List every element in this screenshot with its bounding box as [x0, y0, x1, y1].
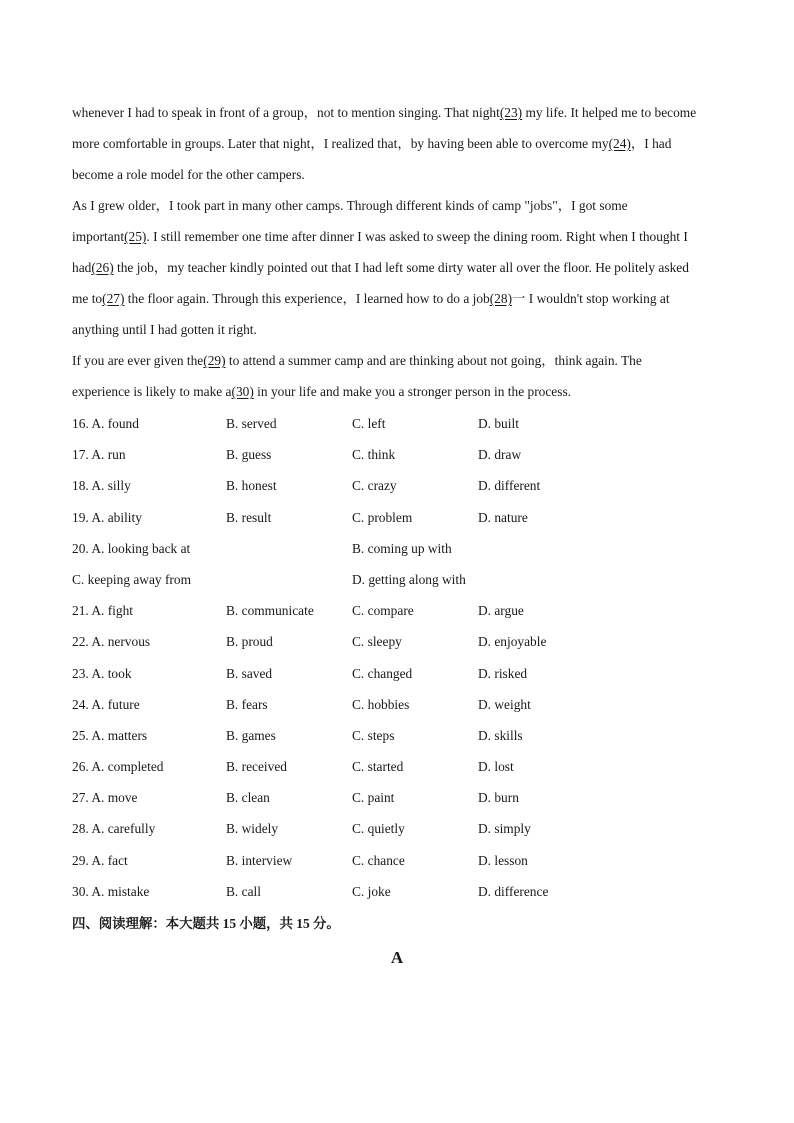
option-c: D. getting along with: [352, 571, 466, 587]
option-row: [72, 784, 732, 815]
option-row: [72, 597, 732, 628]
passage-line: [72, 379, 732, 410]
option-row: [72, 753, 732, 784]
option-b: B. communicate: [226, 603, 314, 619]
option-a: 16. A. found: [72, 416, 139, 431]
passage-text: the job，my teacher kindly pointed out that I had left some dirty water all over the floor. He politely asked: [113, 260, 689, 275]
option-d: D. lost: [478, 759, 514, 775]
passage-text: my life. It helped me to become: [522, 105, 697, 120]
option-b: B. proud: [226, 634, 273, 650]
option-d: D. draw: [478, 447, 522, 463]
option-row: [72, 691, 732, 722]
blank-number: (24): [608, 136, 631, 151]
option-row: [72, 410, 732, 441]
option-a: 21. A. fight: [72, 603, 134, 619]
option-d: D. lesson: [478, 852, 528, 868]
blank-number: (26): [91, 260, 114, 275]
passage-text: . I still remember one time after dinner I was asked to sweep the dining room. Right when I thought I: [146, 229, 688, 244]
option-c: C. steps: [352, 727, 395, 743]
option-row: [72, 504, 732, 535]
option-a: 28. A. carefully: [72, 821, 156, 837]
option-b: B. interview: [226, 852, 293, 868]
passage-text: If you are ever given the: [72, 353, 204, 368]
option-d: D. built: [478, 416, 519, 431]
passage-text: more comfortable in groups. Later that night，I realized that，by having been able to overcome my: [72, 136, 609, 151]
option-c: C. paint: [352, 790, 395, 806]
option-d: D. different: [478, 478, 541, 494]
option-a: 19. A. ability: [72, 509, 142, 525]
option-c: C. chance: [352, 852, 405, 868]
passage-text: anything until I had gotten it right.: [72, 322, 257, 337]
option-b: B. clean: [226, 790, 270, 806]
passage-text: the floor again. Through this experience，I learned how to do a job: [124, 291, 490, 306]
option-row: [72, 566, 732, 597]
option-a: 17. A. run: [72, 447, 126, 463]
blank-number: (23): [499, 105, 523, 120]
option-d: D. skills: [478, 727, 523, 743]
option-b: B. widely: [226, 821, 279, 837]
part-heading: A: [390, 948, 404, 967]
option-a: 25. A. matters: [72, 727, 148, 743]
option-row: [72, 847, 732, 878]
option-c: C. changed: [352, 665, 413, 681]
option-row: [72, 878, 732, 909]
option-d: D. weight: [478, 696, 531, 712]
option-d: D. difference: [478, 883, 549, 899]
passage-line: [72, 100, 732, 131]
option-d: D. burn: [478, 790, 519, 806]
passage-text: important: [72, 229, 125, 244]
option-a: 22. A. nervous: [72, 634, 151, 650]
option-row: [72, 535, 732, 566]
passage-line: [72, 224, 732, 255]
option-b: B. guess: [226, 447, 272, 463]
option-a: 24. A. future: [72, 696, 140, 712]
option-a: 30. A. mistake: [72, 883, 150, 899]
passage-line: [72, 131, 732, 162]
option-c: C. problem: [352, 509, 413, 525]
blank-number: (28): [489, 291, 513, 306]
option-a: 29. A. fact: [72, 852, 128, 868]
option-c: C. left: [352, 416, 386, 431]
option-row: [72, 441, 732, 472]
option-d: D. simply: [478, 821, 531, 837]
passage-line: [72, 193, 732, 224]
option-row: [72, 472, 732, 503]
option-row: [72, 660, 732, 691]
passage-line: [72, 162, 732, 193]
option-c: B. coming up with: [352, 540, 452, 556]
option-b: B. honest: [226, 478, 277, 494]
option-c: C. joke: [352, 883, 391, 899]
option-d: D. nature: [478, 509, 528, 525]
passage-text: As I grew older，I took part in many other camps. Through different kinds of camp "jobs"，I got some: [72, 198, 628, 213]
cloze-passage: [72, 100, 732, 410]
option-d: D. risked: [478, 665, 528, 681]
option-a: C. keeping away from: [72, 571, 191, 587]
passage-text: whenever I had to speak in front of a group，not to mention singing. That night: [72, 105, 500, 120]
blank-number: (27): [102, 291, 125, 306]
option-c: C. hobbies: [352, 696, 410, 712]
blank-number: (25): [124, 229, 147, 244]
passage-line: [72, 348, 732, 379]
option-d: D. enjoyable: [478, 634, 547, 650]
option-a: 26. A. completed: [72, 759, 164, 775]
option-row: [72, 722, 732, 753]
blank-number: (30): [231, 384, 254, 399]
passage-text: had: [72, 260, 92, 275]
option-b: B. saved: [226, 665, 273, 681]
passage-line: [72, 255, 732, 286]
option-c: C. crazy: [352, 478, 397, 494]
passage-text: in your life and make you a stronger person in the process.: [253, 384, 572, 399]
option-b: B. received: [226, 759, 287, 775]
option-d: D. argue: [478, 603, 524, 619]
option-b: B. call: [226, 883, 261, 899]
passage-text: experience is likely to make a: [72, 384, 232, 399]
passage-text: to attend a summer camp and are thinking about not going，think again. The: [225, 353, 642, 368]
passage-line: [72, 317, 732, 348]
option-row: [72, 815, 732, 846]
option-a: 18. A. silly: [72, 478, 131, 494]
option-b: B. result: [226, 509, 272, 525]
option-a: 23. A. took: [72, 665, 132, 681]
option-b: B. served: [226, 416, 277, 431]
answer-options: [72, 410, 732, 909]
option-c: C. started: [352, 759, 404, 775]
option-a: 20. A. looking back at: [72, 540, 191, 556]
passage-line: [72, 286, 732, 317]
passage-text: me to: [72, 291, 103, 306]
option-c: C. compare: [352, 603, 414, 619]
option-c: C. think: [352, 447, 396, 463]
option-b: B. games: [226, 727, 276, 743]
option-c: C. sleepy: [352, 634, 402, 650]
passage-text: 一 I wouldn't stop working at: [512, 291, 670, 306]
option-c: C. quietly: [352, 821, 405, 837]
option-b: B. fears: [226, 696, 268, 712]
option-a: 27. A. move: [72, 790, 138, 806]
blank-number: (29): [203, 353, 226, 368]
passage-text: ，I had: [630, 136, 672, 151]
passage-text: become a role model for the other campers.: [72, 167, 305, 182]
section-heading: 四、阅读理解：本大题共 15 小题，共 15 分。: [72, 916, 340, 931]
option-row: [72, 628, 732, 659]
